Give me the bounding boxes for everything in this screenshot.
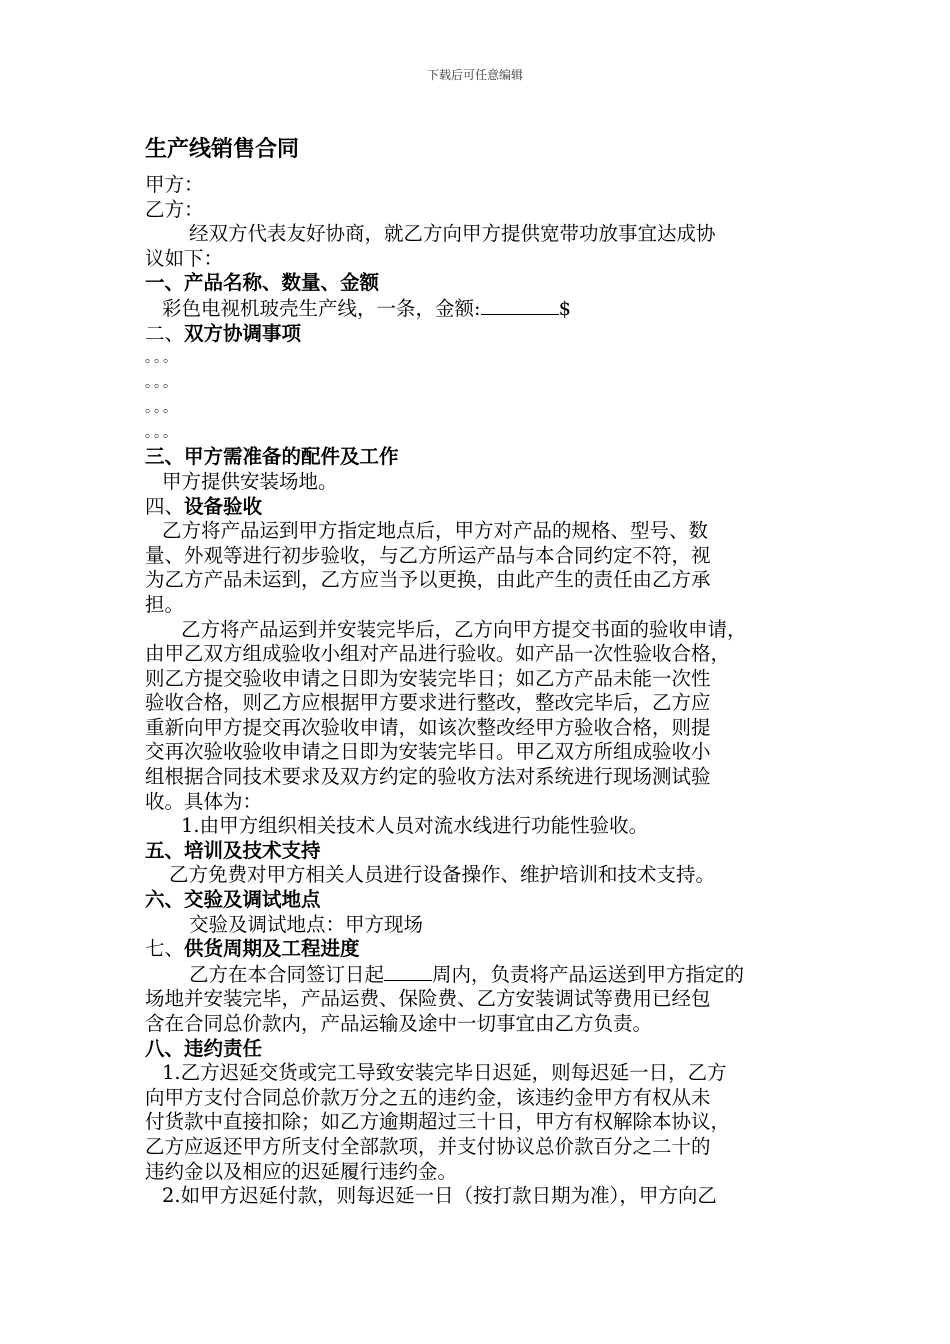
paragraph-line: 乙方将产品运到并安装完毕后，乙方向甲方提交书面的验收申请， <box>181 617 747 641</box>
section-6-text: 交验及调试地点：甲方现场 <box>189 912 424 936</box>
paragraph-line: 乙方应返还甲方所支付全部款项，并支付协议总价款百分之二十的 <box>145 1134 711 1158</box>
currency-symbol: $ <box>558 296 571 320</box>
paragraph-line: 付货款中直接扣除；如乙方逾期超过三十日，甲方有权解除本协议， <box>145 1110 731 1134</box>
paragraph-line <box>145 962 825 988</box>
amount-blank <box>481 296 559 315</box>
paragraph-line: 2.如甲方迟延付款，则每迟延一日（按打款日期为准），甲方向乙 <box>162 1184 717 1208</box>
placeholder-dots: 。。。 <box>145 374 179 391</box>
section-1-text <box>145 296 825 322</box>
section-2-title: 双方协调事项 <box>184 321 302 345</box>
placeholder-dots: 。。。 <box>145 424 179 441</box>
section-8-heading: 八、违约责任 <box>145 1036 263 1060</box>
paragraph-line: 违约金以及相应的迟延履行违约金。 <box>145 1159 458 1183</box>
numbered-item: 1.由甲方组织相关技术人员对流水线进行功能性验收。 <box>181 814 649 838</box>
intro-line: 议如下： <box>145 246 224 270</box>
paragraph-line: 含在合同总价款内，产品运输及途中一切事宜由乙方负责。 <box>145 1012 653 1035</box>
weeks-blank <box>384 962 432 981</box>
section-1-heading: 一、产品名称、数量、金额 <box>145 271 380 295</box>
section-2-heading <box>145 322 825 347</box>
paragraph-line: 重新向甲方提交再次验收申请，如该次整改经甲方验收合格，则提 <box>145 715 711 739</box>
paragraph-line: 乙方将产品运到甲方指定地点后，甲方对产品的规格、型号、数 <box>162 519 709 543</box>
party-a-label: 甲方： <box>145 173 204 196</box>
schedule-text-before: 乙方在本合同签订日起 <box>189 962 385 986</box>
section-4-number: 四、 <box>145 494 185 518</box>
section-4-title: 设备验收 <box>184 494 263 518</box>
paragraph-line: 则乙方提交验收申请之日即为安装完毕日；如乙方产品未能一次性 <box>145 666 711 690</box>
party-b-label: 乙方： <box>145 197 204 221</box>
section-5-heading: 五、培训及技术支持 <box>145 838 321 862</box>
paragraph-line: 1.乙方迟延交货或完工导致安装完毕日迟延，则每迟延一日，乙方 <box>162 1061 727 1085</box>
section-7-title: 供货周期及工程进度 <box>184 937 360 961</box>
paragraph-line: 由甲乙双方组成验收小组对产品进行验收。如产品一次性验收合格， <box>145 642 731 666</box>
section-2-number: 二、 <box>145 321 185 345</box>
section-7-heading <box>145 937 825 962</box>
placeholder-dots: 。。。 <box>145 399 179 416</box>
section-3-text: 甲方提供安装场地。 <box>162 469 338 493</box>
paragraph-line: 担。 <box>145 592 185 616</box>
section-6-heading: 六、交验及调试地点 <box>145 888 321 912</box>
section-3-heading: 三、甲方需准备的配件及工作 <box>145 445 399 469</box>
paragraph-line: 场地并安装完毕，产品运费、保险费、乙方安装调试等费用已经包 <box>145 987 711 1011</box>
paragraph-line: 验收合格，则乙方应根据甲方要求进行整改，整改完毕后，乙方应 <box>145 691 711 715</box>
section-7-number: 七、 <box>145 937 185 961</box>
paragraph-line: 向甲方支付合同总价款万分之五的违约金，该违约金甲方有权从未 <box>145 1085 711 1109</box>
paragraph-line: 收。具体为： <box>145 789 263 813</box>
schedule-text-after: 周内，负责将产品运送到甲方指定的 <box>432 962 745 986</box>
paragraph-line: 交再次验收验收申请之日即为安装完毕日。甲乙双方所组成验收小 <box>145 740 711 764</box>
intro-line: 经双方代表友好协商，就乙方向甲方提供宽带功放事宜达成协 <box>189 222 716 246</box>
placeholder-dots: 。。。 <box>145 350 179 367</box>
section-4-heading <box>145 495 825 520</box>
section-5-text: 乙方免费对甲方相关人员进行设备操作、维护培训和技术支持。 <box>169 863 716 887</box>
document-title: 生产线销售合同 <box>145 137 300 162</box>
product-amount-text: 彩色电视机玻壳生产线，一条，金额: <box>162 296 481 320</box>
paragraph-line: 为乙方产品未运到，乙方应当予以更换，由此产生的责任由乙方承 <box>145 568 711 592</box>
paragraph-line: 量、外观等进行初步验收，与乙方所运产品与本合同约定不符，视 <box>145 543 711 567</box>
contract-body <box>145 132 825 1209</box>
page-header-note: 下载后可任意编辑 <box>426 68 523 82</box>
paragraph-line: 组根据合同技术要求及双方约定的验收方法对系统进行现场测试验 <box>145 765 711 789</box>
